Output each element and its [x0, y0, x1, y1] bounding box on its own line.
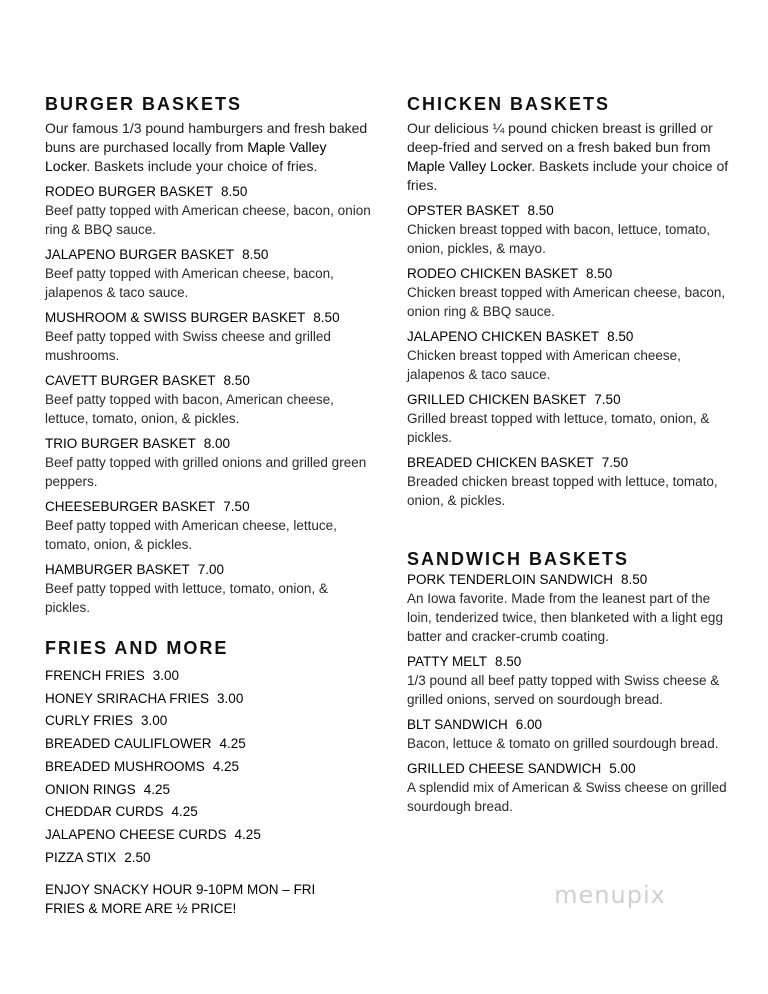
- menu-item: [407, 653, 737, 709]
- sandwich-baskets-section: [407, 548, 737, 823]
- menu-item: [407, 454, 737, 510]
- menu-item: [45, 309, 375, 365]
- menu-item-description: Breaded chicken breast topped with lettuce, tomato, onion, & pickles.: [407, 474, 718, 508]
- menu-item-name: MUSHROOM & SWISS BURGER BASKET: [45, 310, 306, 325]
- menu-item-name: HAMBURGER BASKET: [45, 562, 190, 577]
- fries-item: [45, 733, 375, 756]
- menu-item-price: 8.50: [607, 329, 634, 344]
- menu-item-heading: [45, 372, 375, 390]
- menu-item-heading: [45, 183, 375, 201]
- menu-item: [407, 571, 737, 646]
- menu-item: [45, 498, 375, 554]
- menu-item-price: 7.50: [601, 455, 629, 470]
- fries-item-price: 3.00: [152, 668, 180, 683]
- fries-item-price: 4.25: [234, 826, 261, 842]
- menu-item-heading: [407, 653, 737, 671]
- menu-item-name: PATTY MELT: [407, 654, 488, 669]
- fries-item-price: 4.25: [212, 758, 240, 774]
- menu-item: [45, 435, 375, 491]
- menu-item-description: Bacon, lettuce & tomato on grilled sourdough bread.: [407, 736, 719, 751]
- menu-item-description: Beef patty topped with American cheese, bacon, jalapenos & taco sauce.: [45, 266, 334, 300]
- fries-item-price: 2.50: [124, 849, 151, 865]
- menu-item-name: TRIO BURGER BASKET: [45, 436, 196, 451]
- fries-item: [45, 710, 375, 733]
- menu-item-price: 8.50: [527, 203, 554, 218]
- menu-item-description: Chicken breast topped with bacon, lettuce, tomato, onion, pickles, & mayo.: [407, 222, 711, 256]
- menu-item: [407, 202, 737, 258]
- menu-item-description: Chicken breast topped with American cheese, jalapenos & taco sauce.: [407, 348, 681, 382]
- section-title: BURGER BASKETS: [45, 94, 243, 114]
- menu-item-price: 8.50: [495, 654, 522, 669]
- fries-item-price: 4.25: [143, 781, 171, 797]
- menu-item-description: A splendid mix of American & Swiss cheese on grilled sourdough bread.: [407, 780, 727, 814]
- menu-item: [45, 183, 375, 239]
- menu-item-name: CAVETT BURGER BASKET: [45, 373, 216, 388]
- menu-item-price: 8.50: [242, 247, 269, 262]
- fries-item-name: FRENCH FRIES: [45, 668, 145, 683]
- menu-item-heading: [407, 716, 737, 734]
- fries-item-name: CHEDDAR CURDS: [45, 804, 164, 820]
- section-title: SANDWICH BASKETS: [407, 549, 630, 569]
- menu-item-description: Beef patty topped with American cheese, lettuce, tomato, onion, & pickles.: [45, 518, 337, 552]
- fries-item: [45, 847, 375, 870]
- menu-item: [407, 265, 737, 321]
- menu-item-heading: [45, 435, 375, 453]
- menu-item-name: JALAPENO BURGER BASKET: [45, 247, 235, 262]
- menu-item-price: 7.50: [223, 499, 250, 514]
- menu-item-name: CHEESEBURGER BASKET: [45, 499, 216, 514]
- fries-item-price: 4.25: [219, 736, 246, 752]
- menu-item: [407, 328, 737, 384]
- menu-item-name: RODEO CHICKEN BASKET: [407, 266, 579, 281]
- fries-item-price: 4.25: [171, 804, 198, 820]
- fries-item-name: BREADED MUSHROOMS: [45, 758, 205, 774]
- menu-item-price: 5.00: [609, 761, 636, 776]
- menu-item-price: 8.50: [621, 572, 648, 587]
- sandwich-item-list: [407, 571, 737, 816]
- menu-item-price: 8.50: [586, 266, 613, 281]
- section-title: CHICKEN BASKETS: [407, 94, 611, 114]
- menu-item-heading: [407, 202, 737, 220]
- menu-item-name: GRILLED CHEESE SANDWICH: [407, 761, 602, 776]
- fries-item: [45, 801, 375, 824]
- menu-item-heading: [407, 391, 737, 409]
- menu-item-description: Beef patty topped with bacon, American cheese, lettuce, tomato, onion, & pickles.: [45, 392, 334, 426]
- menu-item-description: 1/3 pound all beef patty topped with Swiss cheese & grilled onions, served on sourdough bread.: [407, 673, 720, 707]
- burger-item-list: [45, 183, 375, 617]
- menu-item-name: GRILLED CHICKEN BASKET: [407, 392, 587, 407]
- menu-item-heading: [407, 454, 737, 472]
- fries-item-name: PIZZA STIX: [45, 849, 117, 865]
- menu-item: [407, 760, 737, 816]
- menu-item-name: RODEO BURGER BASKET: [45, 184, 214, 199]
- snacky-line-2: FRIES & MORE ARE ½ PRICE!: [45, 901, 237, 916]
- menu-item-heading: [407, 760, 737, 778]
- menu-item-price: 7.00: [197, 562, 225, 577]
- menu-item: [45, 246, 375, 302]
- menu-item-price: 6.00: [515, 717, 543, 732]
- menu-item-heading: [45, 309, 375, 327]
- fries-item: [45, 756, 375, 779]
- menu-item-name: BLT SANDWICH: [407, 717, 508, 732]
- watermark-logo: menupix: [554, 881, 666, 909]
- menu-item-price: 8.50: [313, 310, 340, 325]
- fries-item-name: JALAPENO CHEESE CURDS: [45, 826, 227, 842]
- menu-item: [407, 391, 737, 447]
- chicken-item-list: [407, 202, 737, 510]
- menu-item-heading: [45, 561, 375, 579]
- chicken-baskets-section: [407, 93, 737, 517]
- menu-item-name: JALAPENO CHICKEN BASKET: [407, 329, 600, 344]
- menu-item: [45, 561, 375, 617]
- burger-baskets-section: [45, 93, 375, 624]
- menu-item-price: 8.50: [221, 184, 248, 199]
- fries-and-more-section: [45, 637, 375, 869]
- section-intro: Our delicious ¼ pound chicken breast is grilled or deep-fried and served on a fresh baked bun from Maple Valley Locker. Baskets include your choice of fries.: [407, 120, 729, 193]
- menu-item-description: Beef patty topped with American cheese, bacon, onion ring & BBQ sauce.: [45, 203, 371, 237]
- fries-item: [45, 779, 375, 802]
- fries-item: [45, 688, 375, 711]
- menu-item-description: An Iowa favorite. Made from the leanest part of the loin, tenderized twice, then blanketed with a light egg batter and cracker-crumb coating.: [407, 591, 723, 644]
- menu-item-price: 8.00: [203, 436, 231, 451]
- menu-item-name: OPSTER BASKET: [407, 203, 520, 218]
- fries-item-list: [45, 665, 375, 869]
- menu-item-heading: [45, 498, 375, 516]
- fries-item-name: ONION RINGS: [45, 781, 136, 797]
- fries-item-price: 3.00: [217, 690, 244, 706]
- fries-item-name: CURLY FRIES: [45, 713, 134, 729]
- fries-item-name: HONEY SRIRACHA FRIES: [45, 690, 210, 706]
- snacky-hour-note: [45, 880, 315, 918]
- menu-item-name: PORK TENDERLOIN SANDWICH: [407, 572, 614, 587]
- menu-item-heading: [407, 328, 737, 346]
- menu-item-heading: [45, 246, 375, 264]
- menu-item-name: BREADED CHICKEN BASKET: [407, 455, 594, 470]
- section-intro: Our famous 1/3 pound hamburgers and fresh baked buns are purchased locally from Maple Valley Locker. Baskets include your choice of fries.: [45, 120, 368, 174]
- menu-item: [407, 716, 737, 753]
- menu-item-price: 8.50: [223, 373, 250, 388]
- maple-valley-locker: Maple Valley Locker: [407, 158, 532, 174]
- section-title: FRIES AND MORE: [45, 638, 229, 658]
- menu-item-heading: [407, 571, 737, 589]
- snacky-line-1: ENJOY SNACKY HOUR 9-10PM MON – FRI: [45, 882, 316, 897]
- menu-item-description: Grilled breast topped with lettuce, tomato, onion, & pickles.: [407, 411, 710, 445]
- menu-item-price: 7.50: [594, 392, 621, 407]
- fries-item: [45, 665, 375, 688]
- menu-item-description: Chicken breast topped with American cheese, bacon, onion ring & BBQ sauce.: [407, 285, 726, 319]
- menupix-watermark: [520, 875, 700, 935]
- menu-item-heading: [407, 265, 737, 283]
- menu-item-description: Beef patty topped with Swiss cheese and grilled mushrooms.: [45, 329, 331, 363]
- fries-item: [45, 824, 375, 847]
- maple-valley-locker: Maple Valley Locker: [45, 139, 327, 174]
- fries-item-name: BREADED CAULIFLOWER: [45, 736, 212, 752]
- fries-item-price: 3.00: [141, 713, 168, 729]
- menu-item-description: Beef patty topped with lettuce, tomato, onion, & pickles.: [45, 581, 328, 615]
- menu-item: [45, 372, 375, 428]
- menu-item-description: Beef patty topped with grilled onions and grilled green peppers.: [45, 455, 367, 489]
